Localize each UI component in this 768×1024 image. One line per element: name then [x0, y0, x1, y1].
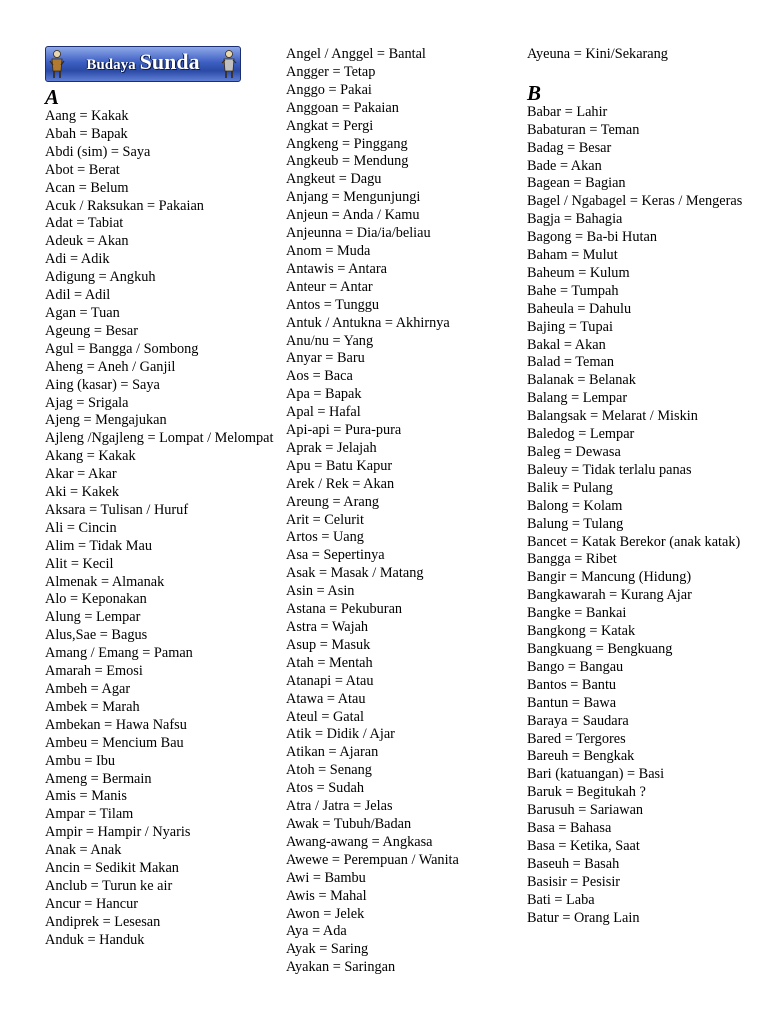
entry-list-b — [527, 104, 762, 928]
dictionary-entry: Balong = Kolam — [527, 497, 623, 514]
dictionary-entry: Bakal = Akan — [527, 336, 606, 353]
dictionary-entry: Balung = Tulang — [527, 515, 624, 532]
logo-text-sunda: Sunda — [139, 49, 200, 74]
dictionary-entry: Ambek = Marah — [45, 698, 140, 715]
dictionary-entry: Anyar = Baru — [286, 350, 365, 367]
dictionary-entry: Aing (kasar) = Saya — [45, 376, 160, 393]
dictionary-entry: Arek / Rek = Akan — [286, 475, 395, 492]
dictionary-entry: Apu = Batu Kapur — [286, 457, 393, 474]
dictionary-entry: Adil = Adil — [45, 287, 111, 304]
dictionary-entry: Ambeu = Mencium Bau — [45, 734, 184, 751]
dictionary-entry: Antos = Tunggu — [286, 296, 380, 313]
dictionary-entry: Agul = Bangga / Sombong — [45, 340, 199, 357]
dictionary-entry: Angger = Tetap — [286, 63, 376, 80]
dictionary-entry: Adat = Tabiat — [45, 215, 124, 232]
dictionary-entry: Bantun = Bawa — [527, 694, 617, 711]
dictionary-entry: Artos = Uang — [286, 529, 364, 546]
column-3 — [527, 46, 762, 927]
dictionary-entry: Baseuh = Basah — [527, 855, 620, 872]
dictionary-entry: Baledog = Lempar — [527, 426, 635, 443]
dictionary-entry: Awi = Bambu — [286, 869, 366, 886]
budaya-sunda-logo — [45, 46, 241, 82]
dictionary-entry: Amis = Manis — [45, 788, 127, 805]
dictionary-entry: Anjang = Mengunjungi — [286, 189, 421, 206]
dictionary-entry: Bati = Laba — [527, 891, 595, 908]
dictionary-entry: Akang = Kakak — [45, 448, 136, 465]
dictionary-entry: Anggo = Pakai — [286, 81, 372, 98]
dictionary-entry: Balik = Pulang — [527, 479, 613, 496]
dictionary-entry: Antuk / Antukna = Akhirnya — [286, 314, 450, 331]
dictionary-entry: Adigung = Angkuh — [45, 269, 156, 286]
dictionary-entry: Basa = Ketika, Saat — [527, 837, 640, 854]
dictionary-entry: Awon = Jelek — [286, 905, 365, 922]
dictionary-entry: Babar = Lahir — [527, 103, 608, 120]
dictionary-entry: Angkeng = Pinggang — [286, 135, 408, 152]
entry-list-a-continued — [286, 46, 521, 977]
dictionary-entry: Balang = Lempar — [527, 390, 628, 407]
dictionary-entry: Ajleng /Ngajleng = Lompat / Melompat — [45, 430, 274, 447]
dictionary-entry: Bagong = Ba-bi Hutan — [527, 229, 657, 246]
dictionary-entry: Angkeut = Dagu — [286, 171, 382, 188]
dictionary-entry: Anak = Anak — [45, 842, 122, 859]
dictionary-entry: Amarah = Emosi — [45, 663, 143, 680]
dictionary-entry: Acan = Belum — [45, 179, 129, 196]
dictionary-entry: Ambu = Ibu — [45, 752, 116, 769]
dictionary-entry: Awak = Tubuh/Badan — [286, 815, 412, 832]
dictionary-entry: Astana = Pekuburan — [286, 601, 403, 618]
dictionary-entry: Alus,Sae = Bagus — [45, 627, 148, 644]
dictionary-entry: Basisir = Pesisir — [527, 873, 621, 890]
dictionary-entry: Astra = Wajah — [286, 619, 369, 635]
dictionary-entry: Barusuh = Sariawan — [527, 802, 644, 819]
dictionary-entry: Bangga = Ribet — [527, 551, 617, 568]
dictionary-entry: Bagel / Ngabagel = Keras / Mengeras — [527, 193, 743, 210]
logo-text-budaya: Budaya — [86, 57, 136, 73]
dictionary-entry: Asin = Asin — [286, 583, 355, 600]
dictionary-entry: Alo = Keponakan — [45, 591, 147, 608]
dictionary-entry: Aprak = Jelajah — [286, 439, 377, 456]
dictionary-entry: Asup = Masuk — [286, 636, 371, 653]
dictionary-entry: Ateul = Gatal — [286, 708, 364, 725]
dictionary-entry: Acuk / Raksukan = Pakaian — [45, 197, 204, 214]
dictionary-entry: Baruk = Begitukah ? — [527, 784, 646, 801]
dictionary-entry: Asa = Sepertinya — [286, 547, 385, 564]
dictionary-entry: Baleuy = Tidak terlalu panas — [527, 461, 692, 478]
dictionary-entry: Alung = Lempar — [45, 609, 141, 626]
dictionary-entry: Anggoan = Pakaian — [286, 99, 399, 116]
dictionary-entry: Atik = Didik / Ajar — [286, 726, 395, 743]
dictionary-entry: Abot = Berat — [45, 161, 120, 178]
dictionary-entry: Abdi (sim) = Saya — [45, 143, 151, 160]
dictionary-entry: Amang / Emang = Paman — [45, 645, 193, 662]
dictionary-entry: Bade = Akan — [527, 157, 602, 174]
dictionary-entry: Anclub = Turun ke air — [45, 877, 173, 894]
dictionary-entry: Agan = Tuan — [45, 304, 120, 321]
dictionary-entry: Abah = Bapak — [45, 125, 128, 142]
dictionary-entry: Baleg = Dewasa — [527, 444, 621, 461]
dictionary-entry: Bancet = Katak Berekor (anak katak) — [527, 533, 741, 550]
dictionary-entry: Aheng = Aneh / Ganjil — [45, 358, 176, 375]
figure-left-icon — [49, 49, 65, 79]
dictionary-entry: Bareuh = Bengkak — [527, 748, 635, 765]
dictionary-entry: Bajing = Tupai — [527, 318, 613, 335]
dictionary-entry: Balanak = Belanak — [527, 372, 636, 389]
dictionary-entry: Bango = Bangau — [527, 658, 624, 675]
dictionary-entry: Aki = Kakek — [45, 484, 119, 501]
dictionary-entry: Atawa = Atau — [286, 690, 366, 707]
dictionary-entry: Atanapi = Atau — [286, 672, 374, 689]
dictionary-entry: Basa = Bahasa — [527, 820, 612, 837]
dictionary-entry: Ajeng = Mengajukan — [45, 412, 167, 429]
dictionary-entry: Bagean = Bagian — [527, 175, 626, 192]
dictionary-entry: Anu/nu = Yang — [286, 332, 374, 349]
dictionary-entry: Bangkuang = Bengkuang — [527, 640, 673, 657]
dictionary-entry: Apal = Hafal — [286, 404, 361, 421]
dictionary-entry: Ambekan = Hawa Nafsu — [45, 716, 187, 733]
dictionary-entry: Angel / Anggel = Bantal — [286, 46, 426, 62]
dictionary-entry: Ampar = Tilam — [45, 806, 134, 823]
dictionary-entry: Ampir = Hampir / Nyaris — [45, 824, 191, 841]
dictionary-entry: Ajag = Srigala — [45, 394, 129, 411]
dictionary-entry: Aya = Ada — [286, 923, 347, 940]
dictionary-entry: Babaturan = Teman — [527, 121, 640, 138]
dictionary-entry: Ayak = Saring — [286, 941, 369, 958]
dictionary-entry: Baheum = Kulum — [527, 264, 630, 281]
dictionary-entry: Alit = Kecil — [45, 555, 114, 572]
dictionary-entry: Bari (katuangan) = Basi — [527, 766, 665, 783]
section-letter-a: A — [45, 85, 60, 109]
dictionary-entry: Angkeub = Mendung — [286, 153, 409, 170]
dictionary-entry: Anduk = Handuk — [45, 931, 145, 948]
dictionary-entry: Bangkawarah = Kurang Ajar — [527, 587, 692, 604]
dictionary-entry: Andiprek = Lesesan — [45, 913, 161, 930]
dictionary-entry: Baham = Mulut — [527, 247, 618, 264]
dictionary-entry: Anom = Muda — [286, 242, 371, 259]
dictionary-entry: Arit = Celurit — [286, 511, 364, 528]
dictionary-entry: Anjeun = Anda / Kamu — [286, 207, 420, 224]
dictionary-entry: Akar = Akar — [45, 466, 117, 483]
dictionary-entry: Balad = Teman — [527, 354, 614, 371]
dictionary-entry: Ancin = Sedikit Makan — [45, 860, 179, 877]
dictionary-entry: Atos = Sudah — [286, 780, 364, 797]
dictionary-entry: Baheula = Dahulu — [527, 300, 632, 317]
dictionary-entry: Areung = Arang — [286, 493, 380, 510]
figure-right-icon — [221, 49, 237, 79]
dictionary-entry: Atikan = Ajaran — [286, 744, 379, 761]
dictionary-entry: Ali = Cincin — [45, 519, 117, 536]
column-1 — [45, 46, 275, 950]
dictionary-entry: Atoh = Senang — [286, 762, 372, 779]
dictionary-entry: Anjeunna = Dia/ia/beliau — [286, 225, 431, 242]
section-letter-b: B — [527, 80, 542, 105]
dictionary-entry: Bangke = Bankai — [527, 605, 627, 622]
column-2 — [286, 46, 521, 977]
dictionary-entry: Asak = Masak / Matang — [286, 565, 424, 582]
dictionary-entry: Angkat = Pergi — [286, 117, 374, 134]
dictionary-entry: Ambeh = Agar — [45, 681, 131, 697]
dictionary-entry: Apa = Bapak — [286, 386, 362, 403]
dictionary-entry: Almenak = Almanak — [45, 573, 165, 590]
dictionary-entry: Bahe = Tumpah — [527, 282, 619, 299]
dictionary-entry: Ameng = Bermain — [45, 770, 152, 787]
dictionary-entry: Ageung = Besar — [45, 322, 139, 339]
dictionary-entry: Alim = Tidak Mau — [45, 537, 152, 554]
entry-list-a — [45, 108, 275, 950]
dictionary-entry: Awang-awang = Angkasa — [286, 833, 433, 850]
dictionary-entry: Bared = Tergores — [527, 730, 626, 747]
dictionary-entry: Atah = Mentah — [286, 654, 373, 671]
dictionary-entry: Bangkong = Katak — [527, 623, 636, 640]
dictionary-entry: Ancur = Hancur — [45, 895, 139, 912]
entry-ayeuna: Ayeuna = Kini/Sekarang — [527, 46, 668, 62]
dictionary-entry: Awis = Mahal — [286, 887, 367, 904]
dictionary-entry: Adi = Adik — [45, 251, 110, 268]
dictionary-entry: Api-api = Pura-pura — [286, 422, 402, 439]
dictionary-entry: Bantos = Bantu — [527, 676, 617, 693]
dictionary-entry: Aksara = Tulisan / Huruf — [45, 501, 189, 518]
dictionary-entry: Awewe = Perempuan / Wanita — [286, 851, 459, 868]
dictionary-entry: Aos = Baca — [286, 368, 353, 385]
dictionary-entry: Balangsak = Melarat / Miskin — [527, 408, 698, 425]
dictionary-entry: Atra / Jatra = Jelas — [286, 798, 393, 815]
dictionary-entry: Anteur = Antar — [286, 278, 373, 295]
dictionary-entry: Antawis = Antara — [286, 260, 387, 277]
dictionary-entry: Ayakan = Saringan — [286, 959, 396, 976]
dictionary-entry: Batur = Orang Lain — [527, 909, 640, 926]
dictionary-entry: Adeuk = Akan — [45, 233, 129, 250]
dictionary-entry: Baraya = Saudara — [527, 712, 629, 729]
dictionary-entry: Bagja = Bahagia — [527, 211, 623, 228]
dictionary-entry: Badag = Besar — [527, 139, 612, 156]
dictionary-entry: Bangir = Mancung (Hidung) — [527, 569, 692, 586]
dictionary-entry: Aang = Kakak — [45, 108, 129, 124]
